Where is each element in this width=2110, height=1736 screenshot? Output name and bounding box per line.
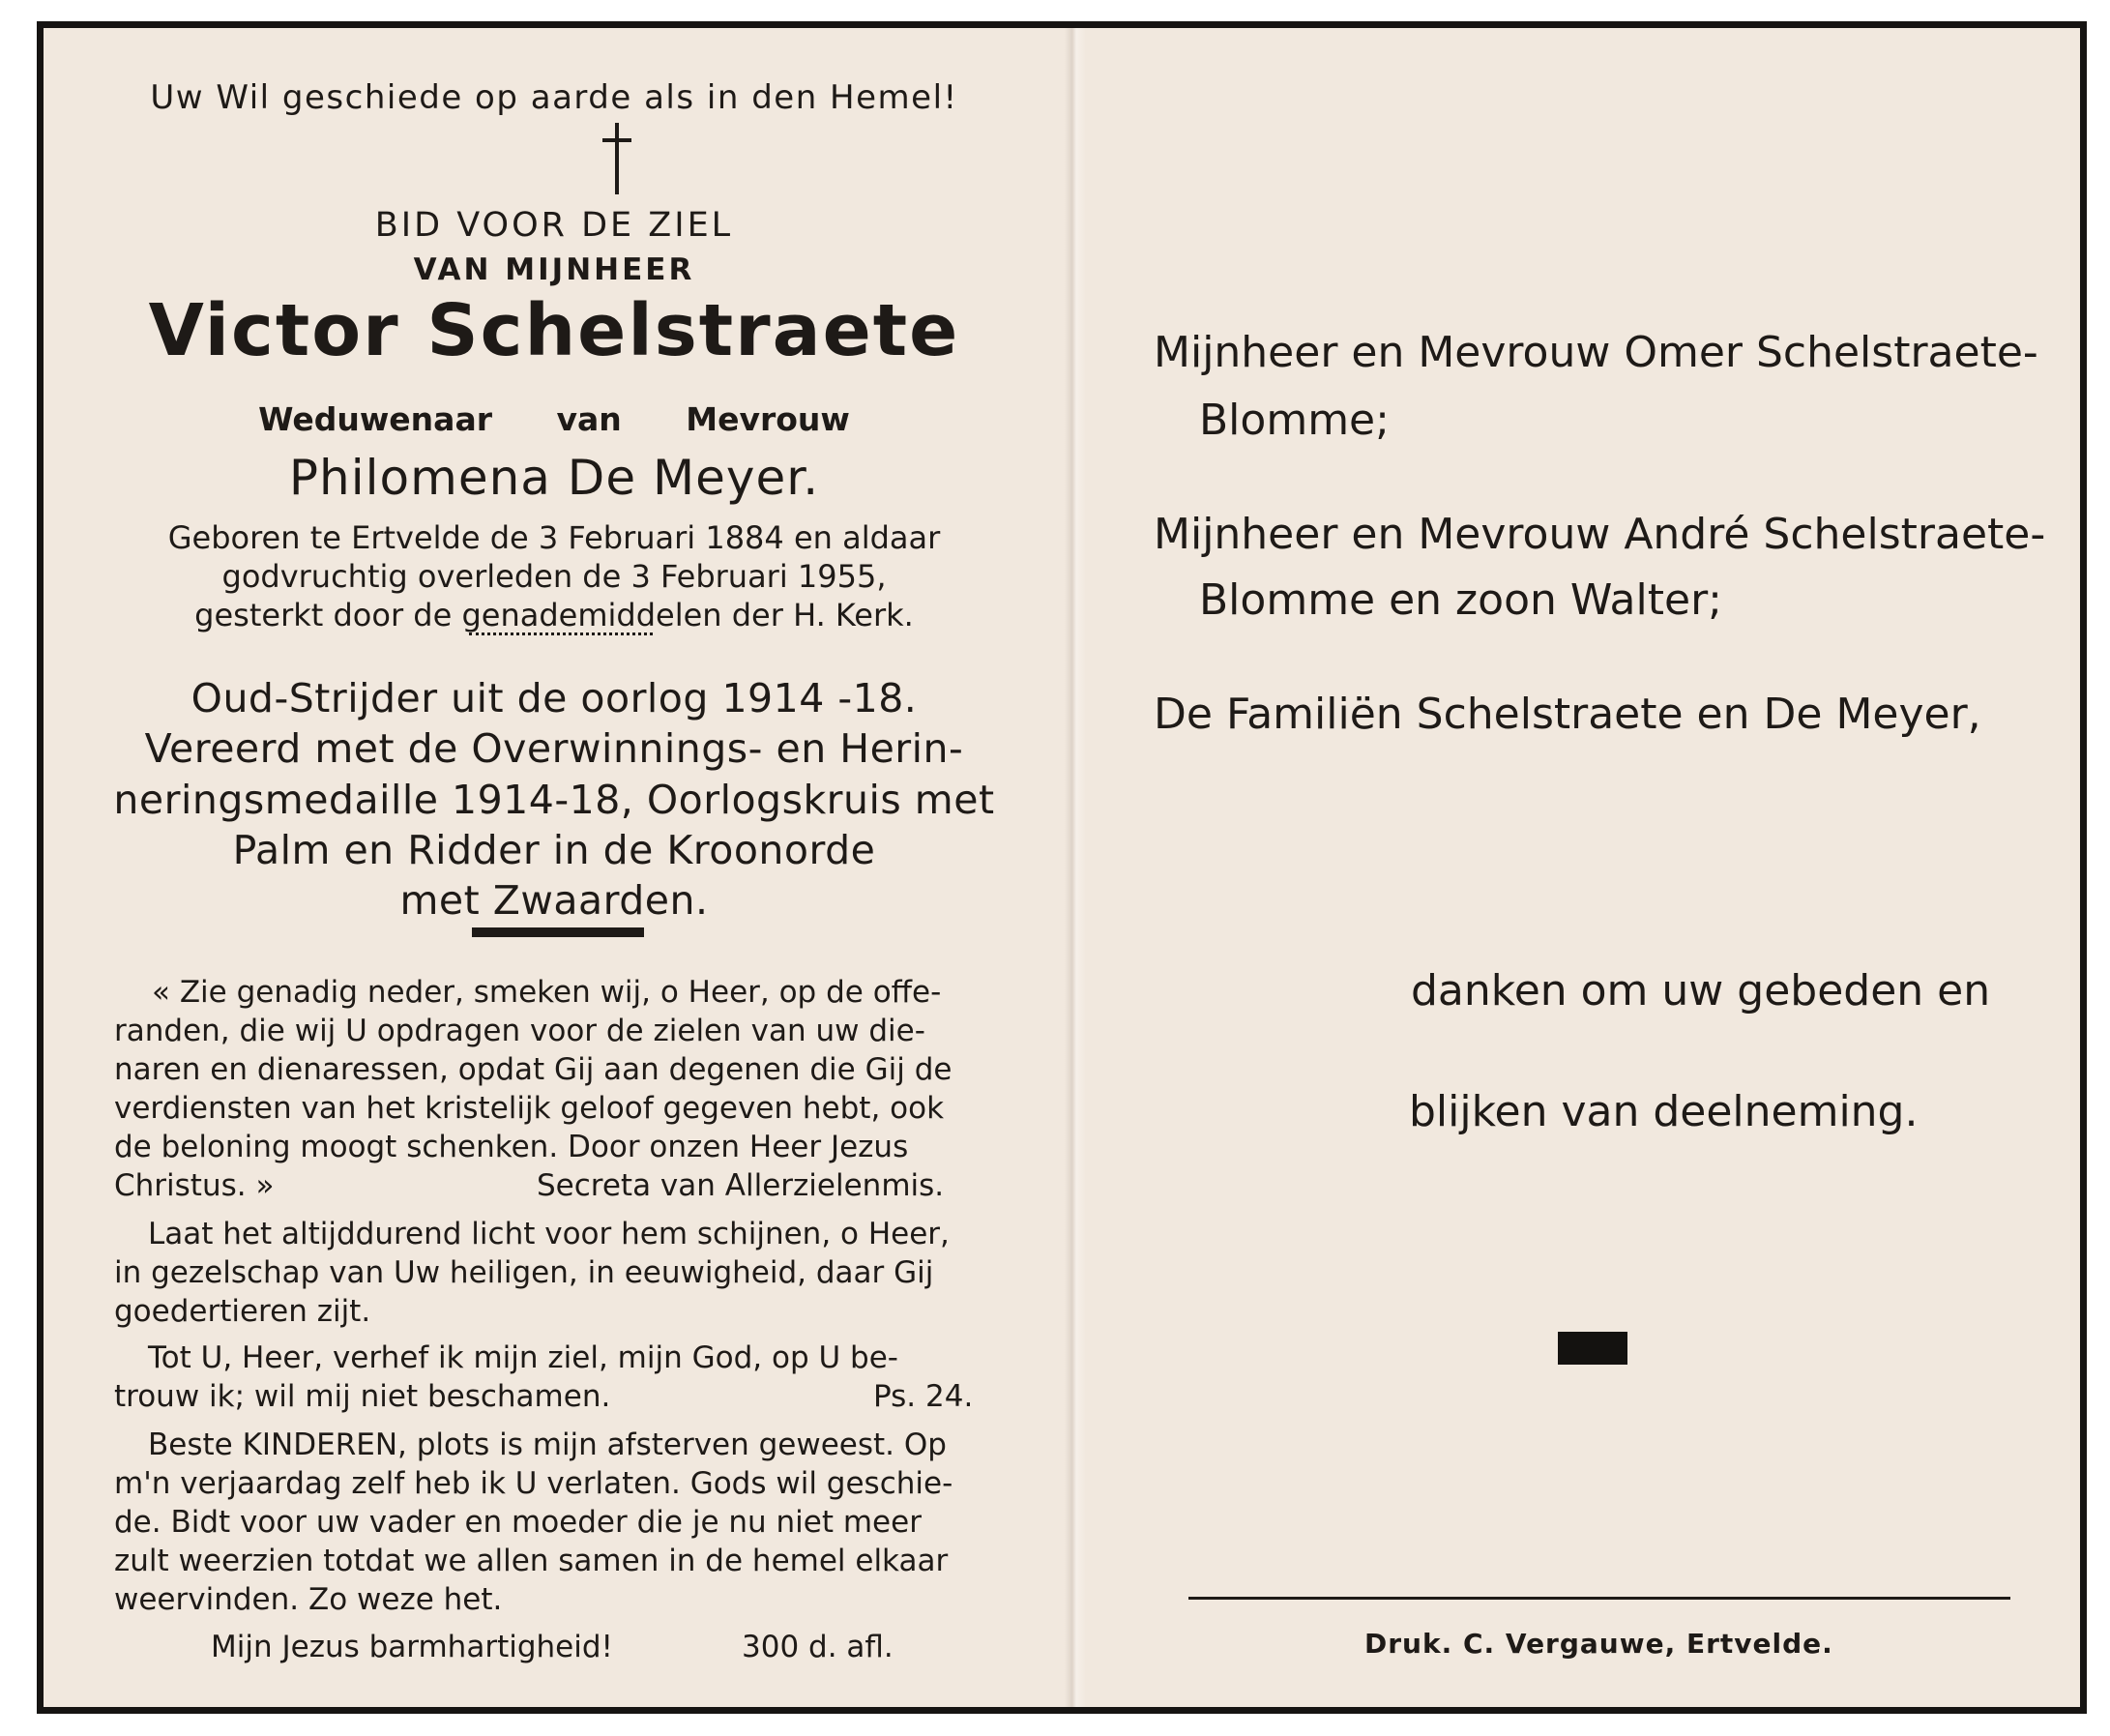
heading: BID VOOR DE ZIEL xyxy=(374,206,734,245)
left-panel xyxy=(44,28,1065,1707)
mourning-card xyxy=(37,21,2087,1714)
right-panel xyxy=(1086,28,2087,1707)
prayer-1-line-3: naren en dienaressen, opdat Gij aan degenen die Gij de xyxy=(114,1052,952,1087)
dotted-divider xyxy=(469,633,653,635)
cross-icon xyxy=(602,123,631,194)
prayer-1-line-5: de beloning moogt schenken. Door onzen Heer Jezus xyxy=(114,1130,909,1164)
prayer-1-line-6: Christus. » xyxy=(114,1168,275,1203)
bio-line-3: gesterkt door de genademiddelen der H. Kerk. xyxy=(194,597,914,633)
prayer-4-line-1: Beste KINDEREN, plots is mijn afsterven geweest. Op xyxy=(148,1427,947,1462)
prayer-2-line-3: goedertieren zijt. xyxy=(114,1294,371,1329)
thanks-line-1: danken om uw gebeden en xyxy=(1411,966,1991,1015)
indulgence-days: 300 d. afl. xyxy=(742,1630,894,1664)
prayer-1-line-1: « Zie genadig neder, smeken wij, o Heer, op de offe- xyxy=(152,975,942,1010)
family-line-1: Mijnheer en Mevrouw Omer Schelstraete- xyxy=(1154,328,2038,377)
prayer-2-line-1: Laat het altijddurend licht voor hem schijnen, o Heer, xyxy=(148,1217,950,1251)
subheading: VAN MIJNHEER xyxy=(413,252,695,287)
thanks-line-2: blijken van deelneming. xyxy=(1409,1087,1919,1136)
prayer-3-source: Ps. 24. xyxy=(873,1379,974,1414)
family-line-2: Blomme; xyxy=(1199,396,1390,445)
card-fold xyxy=(1065,28,1086,1707)
prayer-3-line-1: Tot U, Heer, verhef ik mijn ziel, mijn God, op U be- xyxy=(148,1340,898,1375)
honours-line-3: neringsmedaille 1914-18, Oorlogskruis met xyxy=(113,777,995,823)
honours-line-1: Oud-Strijder uit de oorlog 1914 -18. xyxy=(190,675,918,721)
bio-line-1: Geboren te Ertvelde de 3 Februari 1884 en aldaar xyxy=(167,519,941,556)
relation: Weduwenaar van Mevrouw xyxy=(258,400,850,438)
prayer-1-source: Secreta van Allerzielenmis. xyxy=(537,1168,945,1203)
family-line-4: Blomme en zoon Walter; xyxy=(1199,575,1722,625)
honours-line-2: Vereerd met de Overwinnings- en Herin- xyxy=(144,725,964,772)
family-line-5: De Familiën Schelstraete en De Meyer, xyxy=(1154,690,1981,739)
prayer-1-line-4: verdiensten van het kristelijk geloof gegeven hebt, ook xyxy=(114,1091,945,1126)
footer-rule xyxy=(1188,1597,2010,1600)
motto: Uw Wil geschiede op aarde als in den Hemel! xyxy=(150,78,958,117)
printer-imprint: Druk. C. Vergauwe, Ertvelde. xyxy=(1364,1628,1833,1660)
honours-line-4: Palm en Ridder in de Kroonorde xyxy=(232,827,876,873)
prayer-4-line-3: de. Bidt voor uw vader en moeder die je nu niet meer xyxy=(114,1505,922,1540)
small-black-label xyxy=(1558,1332,1627,1365)
divider-bar xyxy=(472,927,644,937)
prayer-4-line-2: m'n verjaardag zelf heb ik U verlaten. Gods wil geschie- xyxy=(114,1466,953,1501)
family-line-3: Mijnheer en Mevrouw André Schelstraete- xyxy=(1154,510,2046,559)
spouse-name: Philomena De Meyer. xyxy=(288,450,820,506)
deceased-name: Victor Schelstraete xyxy=(148,289,960,372)
prayer-4-line-5: weervinden. Zo weze het. xyxy=(114,1582,503,1617)
indulgence-prayer: Mijn Jezus barmhartigheid! xyxy=(211,1630,613,1664)
honours-line-5: met Zwaarden. xyxy=(399,877,709,924)
prayer-3-line-2: trouw ik; wil mij niet beschamen. xyxy=(114,1379,611,1414)
prayer-1-line-2: randen, die wij U opdragen voor de zielen van uw die- xyxy=(114,1014,925,1048)
prayer-4-line-4: zult weerzien totdat we allen samen in de hemel elkaar xyxy=(114,1544,949,1578)
prayer-2-line-2: in gezelschap van Uw heiligen, in eeuwigheid, daar Gij xyxy=(114,1255,934,1290)
bio-line-2: godvruchtig overleden de 3 Februari 1955, xyxy=(221,558,887,595)
